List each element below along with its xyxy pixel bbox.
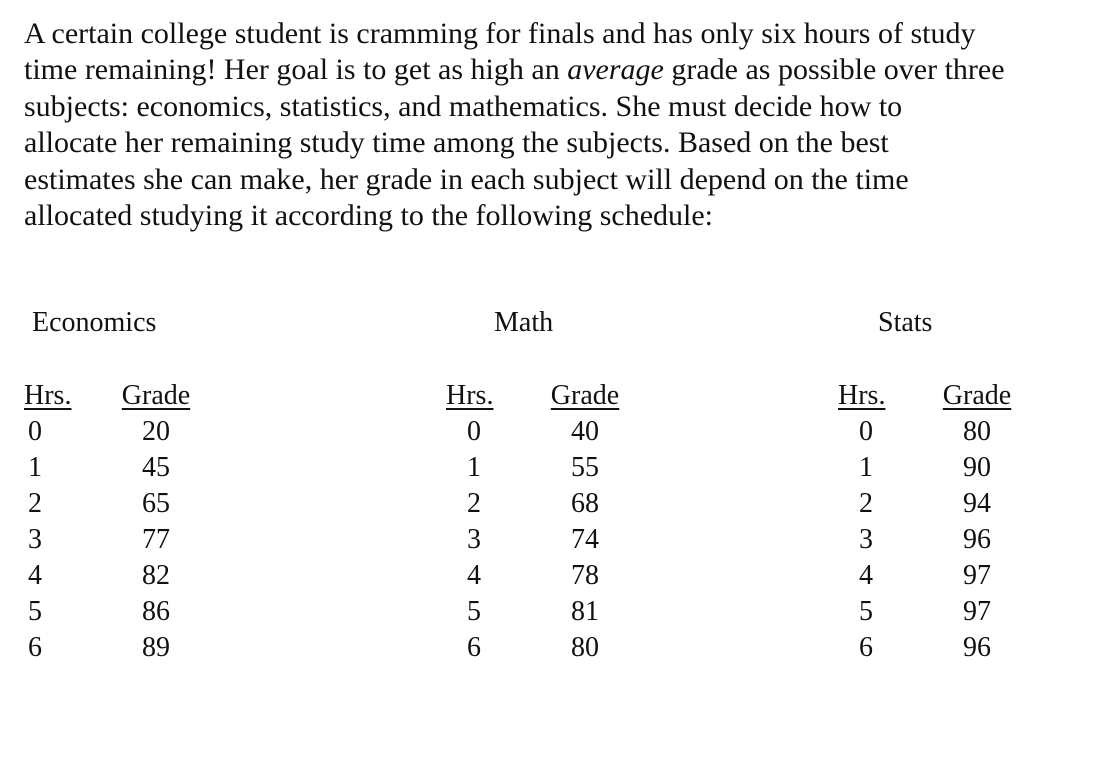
hrs-header: Hrs. (838, 380, 886, 411)
intro-line-2-after: grade as possible over three (663, 53, 1005, 87)
grade-value: 55 (571, 452, 599, 483)
problem-statement (24, 16, 1074, 234)
table-row (446, 558, 646, 594)
grade-value: 45 (142, 452, 170, 483)
grade-value: 86 (142, 596, 170, 627)
table-row (838, 414, 1038, 450)
stats-title: Stats (878, 307, 933, 338)
hrs-value: 1 (28, 452, 42, 483)
table-header-row (24, 378, 224, 414)
grade-value: 89 (142, 632, 170, 663)
table-row (24, 558, 224, 594)
hrs-value: 2 (28, 488, 42, 519)
hrs-value: 4 (467, 560, 481, 591)
table-row (446, 450, 646, 486)
hrs-value: 5 (467, 596, 481, 627)
table-row (838, 450, 1038, 486)
hrs-value: 3 (467, 524, 481, 555)
table-row (24, 630, 224, 666)
grade-header: Grade (121, 380, 191, 411)
grade-value: 68 (571, 488, 599, 519)
grade-value: 80 (571, 632, 599, 663)
table-row (24, 486, 224, 522)
intro-line-3: subjects: economics, statistics, and mathematics. She must decide how to (24, 89, 903, 123)
table-header-row (838, 378, 1038, 414)
hrs-value: 0 (467, 416, 481, 447)
hrs-value: 5 (859, 596, 873, 627)
math-table (446, 378, 646, 666)
hrs-header: Hrs. (24, 380, 72, 411)
grade-value: 65 (142, 488, 170, 519)
table-row (24, 450, 224, 486)
table-header-row (446, 378, 646, 414)
table-row (24, 522, 224, 558)
table-row (838, 522, 1038, 558)
intro-line-6: allocated studying it according to the following schedule: (24, 199, 713, 233)
hrs-value: 4 (28, 560, 42, 591)
economics-table (24, 378, 224, 666)
grade-value: 90 (963, 452, 991, 483)
hrs-value: 3 (859, 524, 873, 555)
economics-title: Economics (32, 307, 157, 338)
grade-value: 82 (142, 560, 170, 591)
grade-value: 77 (142, 524, 170, 555)
table-row (838, 486, 1038, 522)
grade-value: 80 (963, 416, 991, 447)
hrs-value: 6 (28, 632, 42, 663)
math-title: Math (494, 307, 554, 338)
grade-value: 96 (963, 632, 991, 663)
grade-header: Grade (550, 380, 620, 411)
grade-value: 94 (963, 488, 991, 519)
hrs-value: 1 (859, 452, 873, 483)
grade-header: Grade (942, 380, 1012, 411)
table-row (838, 630, 1038, 666)
hrs-value: 3 (28, 524, 42, 555)
intro-line-5: estimates she can make, her grade in each subject will depend on the time (24, 162, 909, 196)
hrs-value: 2 (859, 488, 873, 519)
intro-line-1: A certain college student is cramming for finals and has only six hours of study (24, 17, 976, 50)
hrs-value: 4 (859, 560, 873, 591)
stats-table (838, 378, 1038, 666)
hrs-value: 2 (467, 488, 481, 519)
emphasis-average: average (567, 53, 664, 87)
hrs-value: 0 (859, 416, 873, 447)
table-row (838, 558, 1038, 594)
table-row (446, 594, 646, 630)
table-row (24, 414, 224, 450)
grade-value: 97 (963, 596, 991, 627)
table-row (446, 486, 646, 522)
intro-line-4: allocate her remaining study time among the subjects. Based on the best (24, 126, 889, 160)
grade-value: 78 (571, 560, 599, 591)
grade-value: 20 (142, 416, 170, 447)
hrs-value: 6 (467, 632, 481, 663)
intro-line-2-before: time remaining! Her goal is to get as high an (24, 53, 568, 87)
table-row (446, 414, 646, 450)
table-row (446, 630, 646, 666)
hrs-value: 0 (28, 416, 42, 447)
grade-value: 74 (571, 524, 599, 555)
table-row (446, 522, 646, 558)
hrs-value: 6 (859, 632, 873, 663)
grade-value: 40 (571, 416, 599, 447)
table-row (24, 594, 224, 630)
grade-value: 97 (963, 560, 991, 591)
intro-line-2 (24, 52, 1074, 88)
grade-value: 81 (571, 596, 599, 627)
table-row (838, 594, 1038, 630)
hrs-header: Hrs. (446, 380, 494, 411)
hrs-value: 5 (28, 596, 42, 627)
hrs-value: 1 (467, 452, 481, 483)
grade-value: 96 (963, 524, 991, 555)
